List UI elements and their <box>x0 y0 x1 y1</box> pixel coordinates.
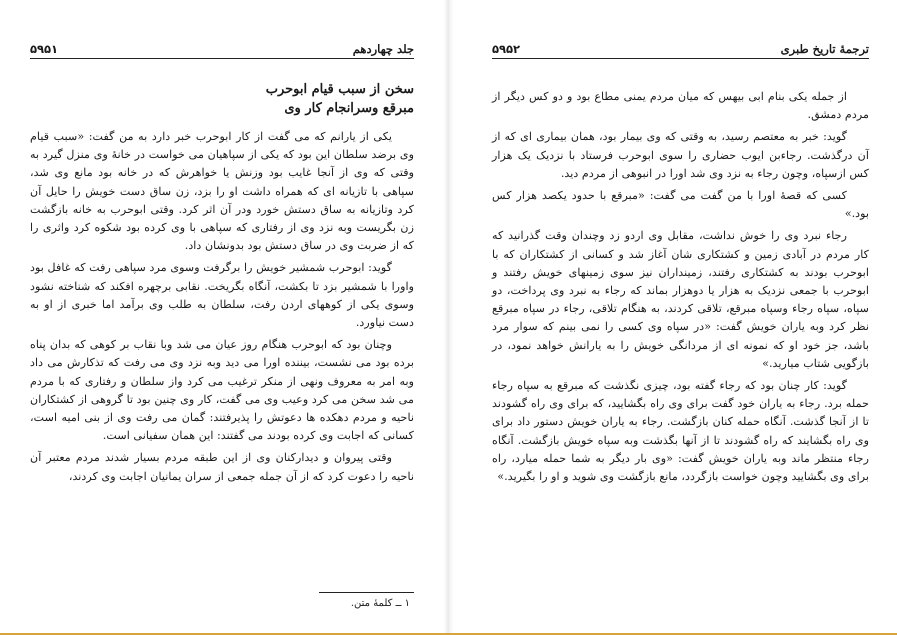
right-paragraph-1: از جمله یکی بنام ابی بیهس که میان مردم یمنی مطاع بود و دو کس دیگر از مردم دمشق. <box>492 90 869 122</box>
left-running-title: جلد چهاردهم <box>352 42 414 56</box>
right-paragraph-3: کسی که قصهٔ اورا با من گفت می گفت: «مبرقع با حدود یکصد هزار کس بود.» <box>492 189 869 221</box>
right-paragraph-5: گوید: کار چنان بود که رجاء گفته بود، چیزی نگذشت که مبرقع به سپاه رجاء حمله برد. رجاء به یاران خود گفت برای وی راه بگشایید، که برای وی راه گشودند تا از آنجا گذشت. آنگاه حمله کنان بازگشت. رجاء به یاران خویش دستور داد برای وی راه بگشایند که راه گشودند تا از آنها بگذشت وبه سپاه خویش بازگشت. آنگاه رجاء منتظر ماند وبه یاران خویش گفت: «وی بار دیگر به شما حمله میارد، راه برای وی بگشایید وچون خواست بازگردد، مانع بازگشت وی شوید و او را بگیرید.» <box>492 379 869 484</box>
left-paragraph-4: وقتی پیروان و دیدارکنان وی از این طبقه مردم بسیار شدند مردم معتبر آن ناحیه را دعوت کرد که از آن جمله جمعی از سران یمانیان اجابت وی کردند، <box>30 451 414 483</box>
right-paragraph-4: رجاء نبرد وی را خوش نداشت، مقابل وی اردو زد وچندان وقت گذرانید که کار مردم در آبادی زمین و کشتکاری شان آغاز شد و کسانی از کشتکاران که با ابوحرب بودند به کشتکاری رفتند، زمینداران نیز سوی زمینهای خویش رفتند و ابوحرب با جمعی نزدیک به هزار یا دوهزار بماند که رجاء به نبرد وی پرداخت، دو سپاه، سپاه رجاء وسپاه مبرقع، تلاقی کردند، به هنگام تلاقی، رجاء در سپاه مبرقع نظر کرد وبه یاران خویش گفت: «در سپاه وی کسی را نمی بینم که سوار مرد باشد، جز خود او که نمونه ای از مردانگی خویش را به یارانش خواهد نمود، در بازگویی شتاب میارید.» <box>492 229 869 370</box>
left-paragraph-1: یکی از یارانم که می گفت از کار ابوحرب خبر دارد به من گفت: «سبب قیام وی برضد سلطان این بود که یکی از سپاهیان می خواست در خانهٔ وی منزل گیرد به وقتی که وی از آنجا غایب بود وزنش یا خواهرش که در خانه بود مانع وی شد، سپاهی با تازیانه ای که همراه داشت او را بزد، زن ساق دست خویش را حایل آن کرد وتازیانه به ساق دستش خورد ودر آن اثر کرد. وقتی ابوحرب به خانه بازگشت زن بگریست وبه نزد وی از رفتاری که سپاهی با وی کرده بود شکوه کرد واثری را که از ضربت وی در ساق دستش بود بدونشان داد. <box>30 130 414 253</box>
right-page-number: ۵۹۵۲ <box>492 42 521 56</box>
right-body-text <box>492 88 869 490</box>
right-paragraph-2: گوید: خبر به معتصم رسید، به وقتی که وی بیمار بود، همان بیماری ای که از آن درگذشت. رجاءبن ایوب حضاری را سوی ابوحرب فرستاد با نزدیک یک هزار کس ازسپاه، وچون رجاء به نزد وی شد اورا در انبوهی از مردم دید. <box>492 130 869 180</box>
left-paragraph-2: گوید: ابوحرب شمشیر خویش را برگرفت وسوی مرد سپاهی رفت که غافل بود واورا با شمشیر بزد تا بکشت، آنگاه بگریخت. نقابی برچهره افکند که شناخته نشود وسوی یکی از کوههای اردن رفت، سلطان به طلب وی برآمد اما خبری از او به دست نیاورد. <box>30 261 414 330</box>
right-page-header <box>492 38 869 56</box>
right-header-rule <box>492 58 869 59</box>
left-page <box>0 0 448 635</box>
footnote: ۱ ــ کلمهٔ متن. <box>350 598 410 609</box>
left-paragraph-3: وچنان بود که ابوحرب هنگام روز عیان می شد وبا نقاب بر کوهی که بدان پناه برده بود می نشست، بیننده اورا می دید وبه نزد وی می رفت که تذکارش می داد وبه امر به معروف ونهی از منکر ترغیب می کرد واز سلطان و رفتاری که با مردم می شد سخن می کرد وعیب وی می گفت، کار وی چنین بود تا گروهی از کشتکاران ناحیه و مردم دهکده ها دعوتش را پذیرفتند: گمان می رفت وی از بنی امیه است، کسانی که اجابت وی کرده بودند می گفتند: این همان سفیانی است. <box>30 338 414 443</box>
section-title-line-1: سخن از سبب قیام ابوحرب <box>265 82 414 97</box>
left-page-number: ۵۹۵۱ <box>30 42 59 56</box>
section-title-line-2: مبرقع وسرانجام کار وی <box>284 101 414 116</box>
right-running-title: ترجمهٔ تاریخ طبری <box>780 42 869 56</box>
left-body-text <box>30 128 414 490</box>
right-page <box>450 0 897 635</box>
left-header-rule <box>30 58 414 59</box>
footnote-rule <box>319 592 414 593</box>
section-title <box>40 80 414 118</box>
left-page-header <box>30 38 414 56</box>
